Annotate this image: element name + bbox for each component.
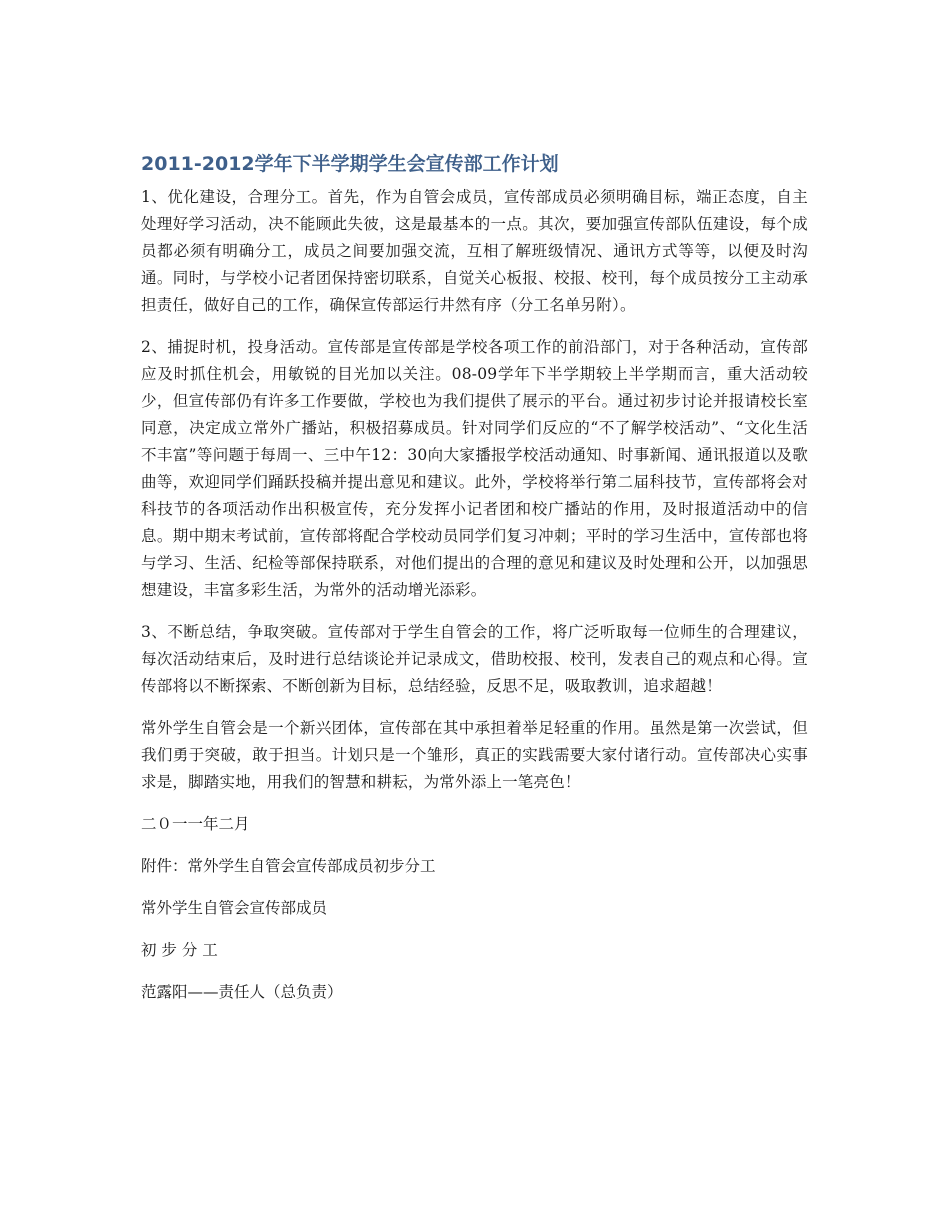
attachment-line: 附件：常外学生自管会宣传部成员初步分工 bbox=[141, 857, 436, 875]
members-heading: 常外学生自管会宣传部成员 bbox=[141, 899, 328, 917]
date-line: 二０一一年二月 bbox=[141, 815, 250, 833]
member-line: 范露阳——责任人（总负责） bbox=[141, 983, 343, 1001]
paragraph-1: 1、优化建设，合理分工。首先，作为自管会成员，宣传部成员必须明确目标，端正态度，自主处理好学习活动，决不能顾此失彼，这是最基本的一点。其次，要加强宣传部队伍建设，每个成员都必须有明确分工，成员之间要加强交流，互相了解班级情况、通讯方式等等，以便及时沟通。同时，与学校小记者团保持密切联系，自觉关心板报、校报、校刊，每个成员按分工主动承担责任，做好自己的工作，确保宣传部运行井然有序（分工名单另附）。 bbox=[141, 188, 808, 314]
document-title: 2011-2012学年下半学期学生会宣传部工作计划 bbox=[141, 153, 559, 175]
division-heading: 初 步 分 工 bbox=[141, 941, 218, 959]
paragraph-2: 2、捕捉时机，投身活动。宣传部是宣传部是学校各项工作的前沿部门，对于各种活动，宣传部应及时抓住机会，用敏锐的目光加以关注。08-09学年下半学期较上半学期而言，重大活动较少，但宣传部仍有许多工作要做，学校也为我们提供了展示的平台。通过初步讨论并报请校长室同意，决定成立常外广播站，积极招募成员。针对同学们反应的“不了解学校活动”、“文化生活不丰富”等问题于每周一、三中午12：30向大家播报学校活动通知、时事新闻、通讯报道以及歌曲等，欢迎同学们踊跃投稿并提出意见和建议。此外，学校将举行第二届科技节，宣传部将会对科技节的各项活动作出积极宣传，充分发挥小记者团和校广播站的作用，及时报道活动中的信息。期中期末考试前，宣传部将配合学校动员同学们复习冲刺；平时的学习生活中，宣传部也将与学习、生活、纪检等部保持联系，对他们提出的合理的意见和建议及时处理和公开，以加强思想建设，丰富多彩生活，为常外的活动增光添彩。 bbox=[141, 338, 808, 599]
paragraph-3: 3、不断总结，争取突破。宣传部对于学生自管会的工作，将广泛听取每一位师生的合理建议，每次活动结束后，及时进行总结谈论并记录成文，借助校报、校刊，发表自己的观点和心得。宣传部将以不断探索、不断创新为目标，总结经验，反思不足，吸取教训，追求超越！ bbox=[141, 623, 808, 695]
document-page bbox=[141, 150, 808, 1021]
paragraph-4: 常外学生自管会是一个新兴团体，宣传部在其中承担着举足轻重的作用。虽然是第一次尝试，但我们勇于突破，敢于担当。计划只是一个雏形，真正的实践需要大家付诸行动。宣传部决心实事求是，脚踏实地，用我们的智慧和耕耘，为常外添上一笔亮色！ bbox=[141, 719, 808, 791]
